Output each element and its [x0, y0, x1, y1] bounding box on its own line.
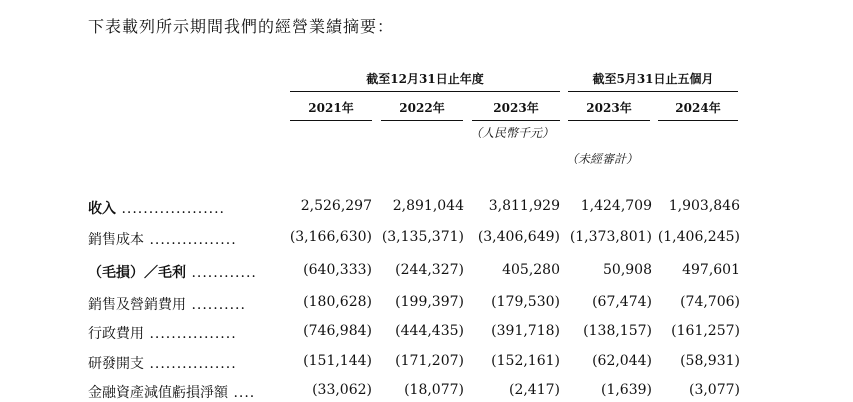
- row-leader-dots: ............: [186, 265, 257, 281]
- year-rule-2021: [290, 120, 372, 121]
- row-label-text: （毛損）／毛利: [88, 265, 186, 281]
- table-cell: (3,077): [688, 382, 740, 398]
- year-rule-2023-five: [568, 120, 650, 121]
- table-cell: (1,639): [600, 382, 652, 398]
- row-label: [88, 294, 246, 314]
- table-cell: (179,530): [491, 294, 560, 310]
- row-label-text: 銷售及營銷費用: [88, 297, 186, 313]
- currency-note: （人民幣千元）: [470, 126, 555, 140]
- table-cell: (3,406,649): [477, 229, 560, 245]
- unaudited-note: （未經審計）: [566, 152, 639, 166]
- table-cell: (152,161): [491, 353, 560, 369]
- row-label: [88, 382, 255, 402]
- row-label: [88, 323, 237, 343]
- row-leader-dots: ................: [144, 356, 237, 372]
- row-label-text: 金融資產減值虧損淨額: [88, 385, 228, 401]
- row-label: [88, 262, 257, 282]
- row-label-text: 研發開支: [88, 356, 144, 372]
- row-leader-dots: ................: [144, 232, 237, 248]
- row-leader-dots: ....: [228, 385, 256, 401]
- group-header-five-months: 截至5月31日止五個月: [592, 72, 714, 86]
- row-label-text: 銷售成本: [88, 232, 144, 248]
- table-cell: (180,628): [303, 294, 372, 310]
- table-cell: (640,333): [303, 262, 372, 278]
- table-cell: 50,908: [603, 262, 652, 278]
- group-rule-five-months: [568, 91, 738, 92]
- row-leader-dots: ................: [144, 326, 237, 342]
- year-rule-2023-full: [472, 120, 560, 121]
- table-cell: (62,044): [592, 353, 652, 369]
- row-label: [88, 229, 237, 249]
- table-cell: (67,474): [592, 294, 652, 310]
- table-cell: 3,811,929: [488, 198, 560, 214]
- table-cell: 405,280: [502, 262, 560, 278]
- table-cell: (746,984): [303, 323, 372, 339]
- intro-text: 下表載列所示期間我們的經營業績摘要：: [88, 17, 395, 36]
- table-cell: (18,077): [404, 382, 464, 398]
- table-cell: (33,062): [312, 382, 372, 398]
- row-label-text: 收入: [88, 201, 116, 217]
- table-cell: 1,424,709: [580, 198, 652, 214]
- table-cell: (2,417): [508, 382, 560, 398]
- row-label: [88, 353, 237, 373]
- table-cell: 2,891,044: [392, 198, 464, 214]
- table-cell: (444,435): [395, 323, 464, 339]
- table-cell: (58,931): [680, 353, 740, 369]
- table-cell: (244,327): [395, 262, 464, 278]
- table-cell: (3,135,371): [381, 229, 464, 245]
- group-header-full-year: 截至12月31日止年度: [366, 72, 484, 86]
- row-leader-dots: ..........: [186, 297, 246, 313]
- year-rule-2022: [381, 120, 463, 121]
- table-cell: (1,406,245): [657, 229, 740, 245]
- table-cell: (3,166,630): [289, 229, 372, 245]
- table-cell: (171,207): [395, 353, 464, 369]
- table-cell: 1,903,846: [668, 198, 740, 214]
- table-cell: 2,526,297: [300, 198, 372, 214]
- table-cell: (391,718): [491, 323, 560, 339]
- row-label: [88, 198, 225, 218]
- year-header-2023-full: 2023年: [493, 101, 539, 115]
- group-rule-full-year: [290, 91, 560, 92]
- year-rule-2024-five: [658, 120, 738, 121]
- row-label-text: 行政費用: [88, 326, 144, 342]
- year-header-2022: 2022年: [399, 101, 445, 115]
- year-header-2024-five: 2024年: [675, 101, 721, 115]
- row-leader-dots: ...................: [116, 201, 226, 217]
- table-cell: (1,373,801): [569, 229, 652, 245]
- table-cell: (74,706): [680, 294, 740, 310]
- table-cell: (199,397): [395, 294, 464, 310]
- table-cell: (138,157): [583, 323, 652, 339]
- year-header-2021: 2021年: [308, 101, 354, 115]
- table-cell: (151,144): [303, 353, 372, 369]
- table-cell: 497,601: [682, 262, 740, 278]
- table-cell: (161,257): [671, 323, 740, 339]
- year-header-2023-five: 2023年: [586, 101, 632, 115]
